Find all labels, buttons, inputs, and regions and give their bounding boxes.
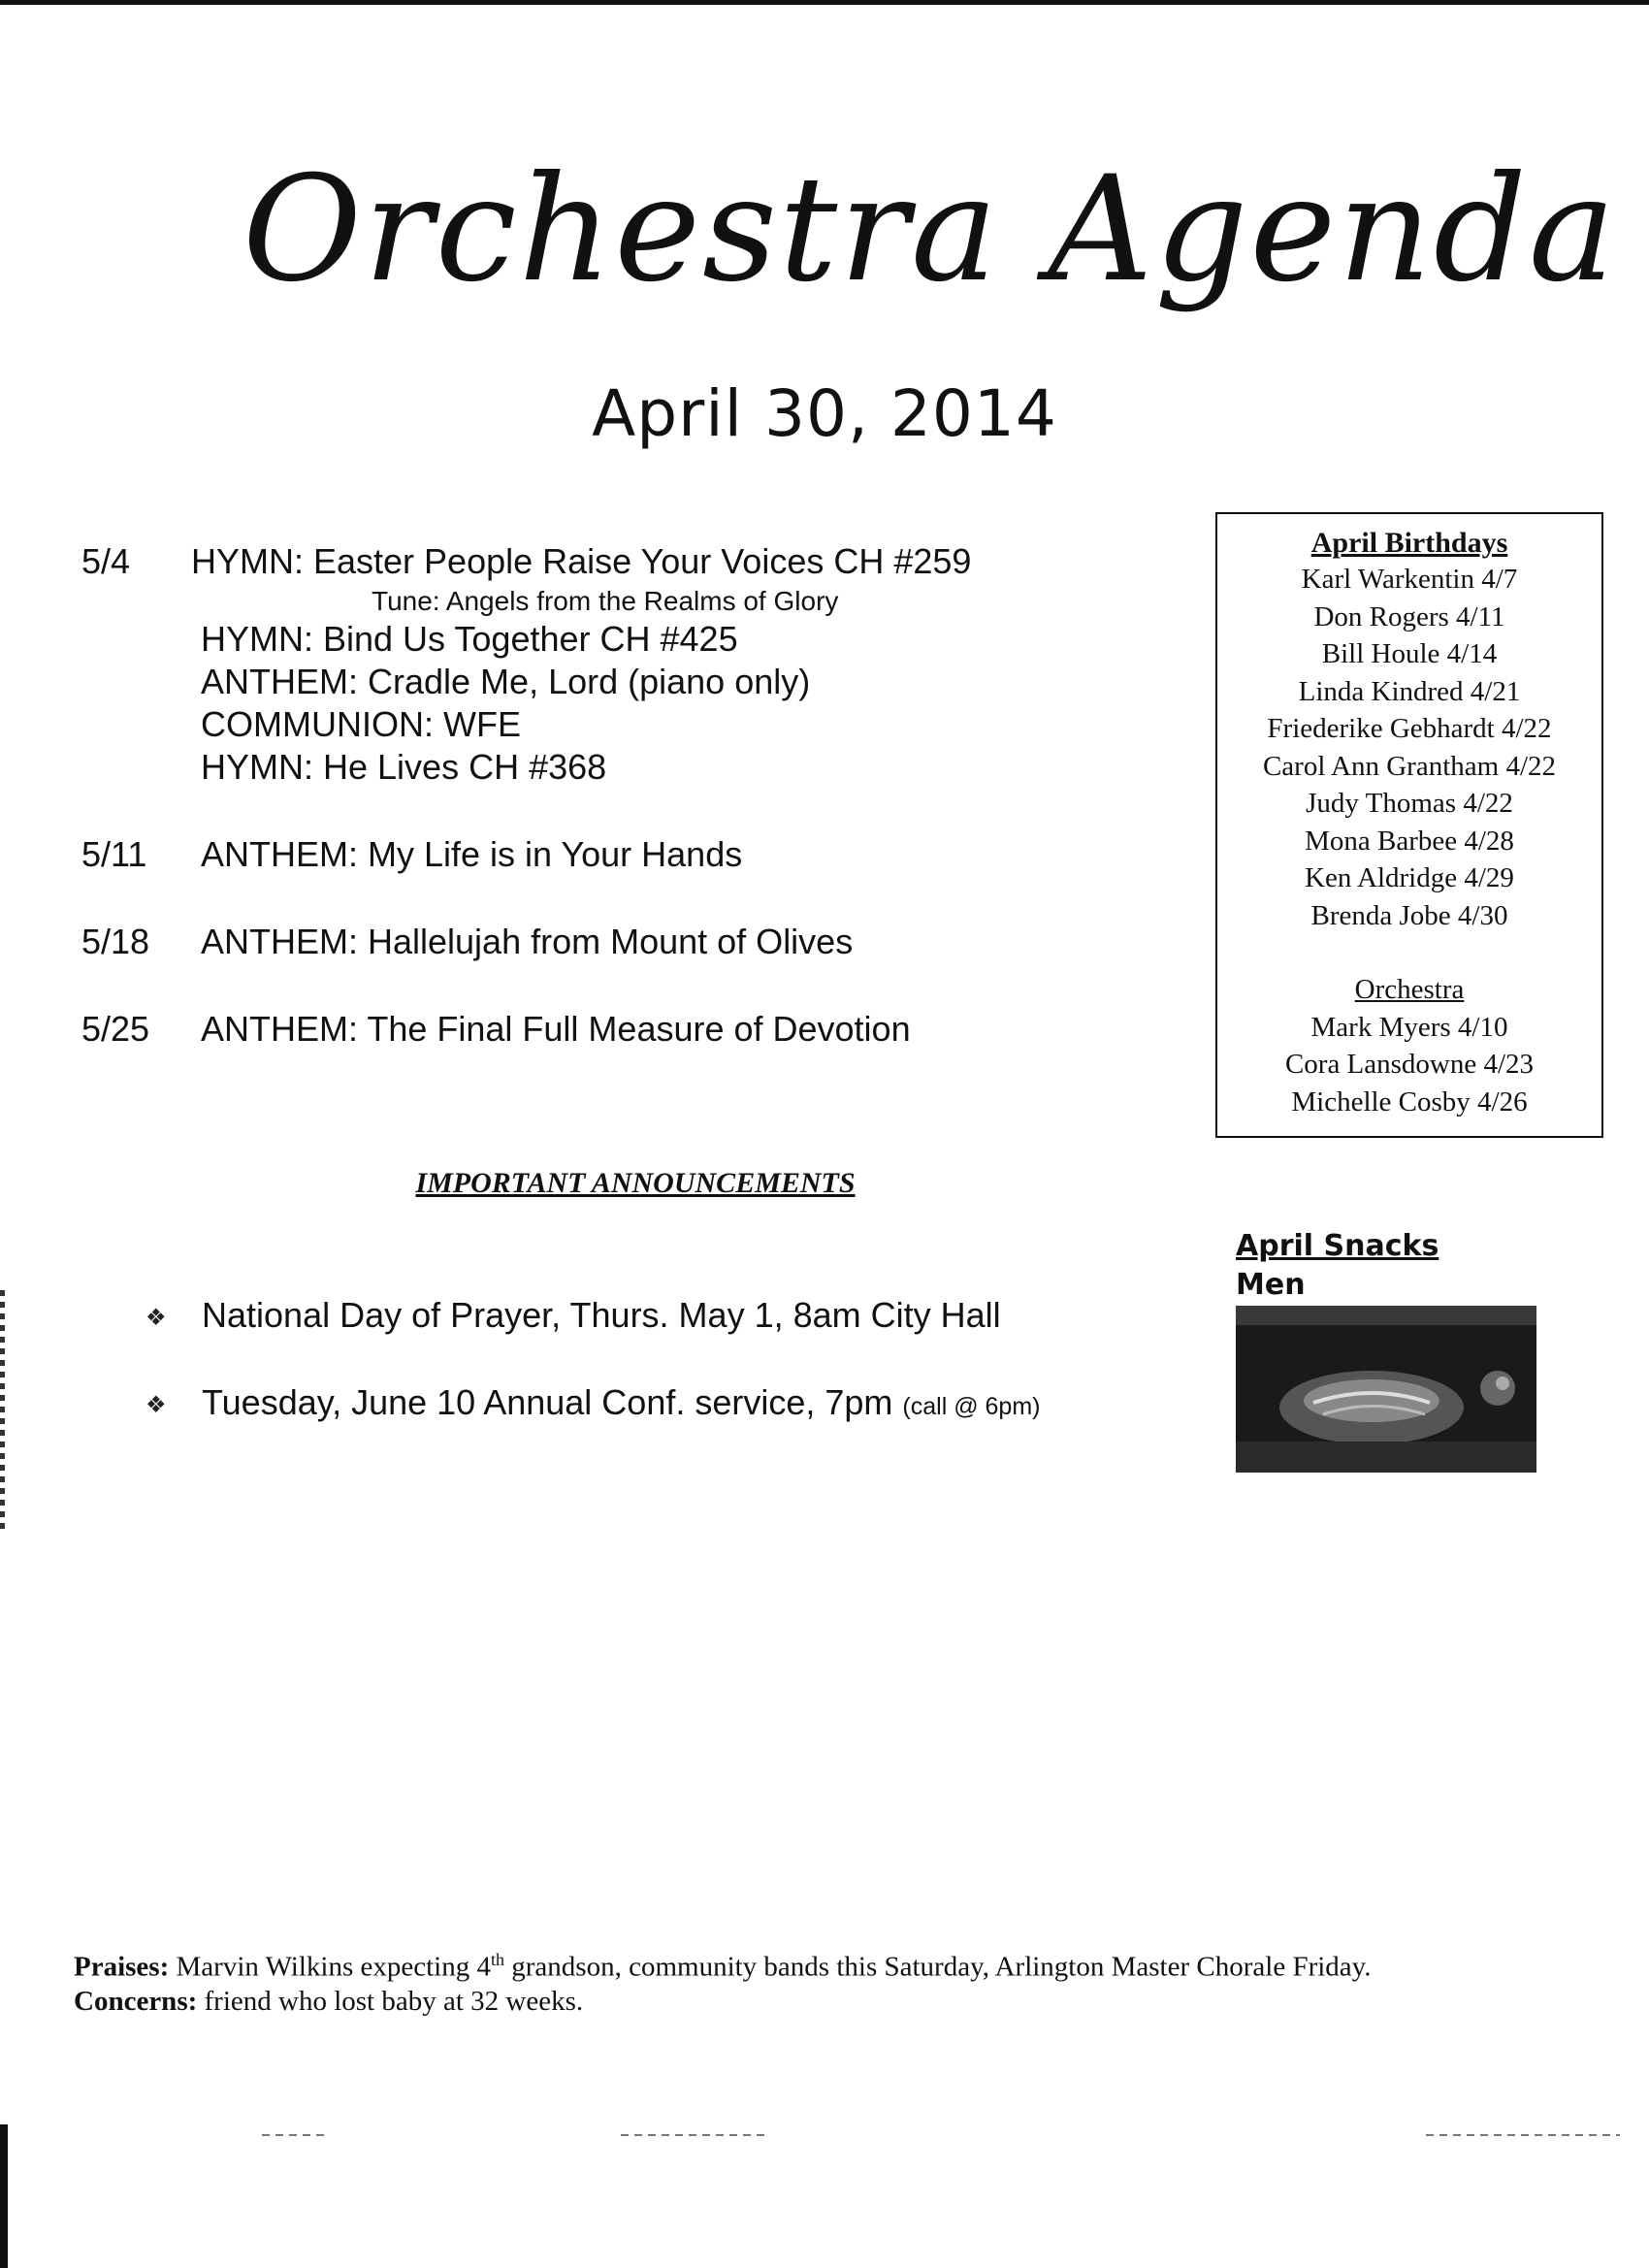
orchestra-birthday-entry: Mark Myers 4/10 — [1310, 1011, 1508, 1043]
birthday-entry: Bill Houle 4/14 — [1321, 638, 1498, 669]
announcement-item — [146, 1295, 1001, 1336]
schedule-tune-line: Tune: Angels from the Realms of Glory — [372, 586, 839, 616]
schedule-date: 5/18 — [81, 922, 150, 961]
schedule-line: HYMN: Easter People Raise Your Voices CH #259 — [191, 541, 972, 581]
schedule-line: ANTHEM: The Final Full Measure of Devotion — [201, 1009, 911, 1049]
concerns-text: friend who lost baby at 32 weeks. — [197, 1985, 584, 2017]
orchestra-birthday-entry: Michelle Cosby 4/26 — [1291, 1085, 1528, 1118]
praises-text-b: grandson, community bands this Saturday, Arlington Master Chorale Friday. — [504, 1951, 1372, 1983]
scan-edge-left-bottom — [0, 2124, 8, 2268]
birthdays-heading: April Birthdays — [1310, 527, 1508, 559]
birthday-entry: Judy Thomas 4/22 — [1306, 788, 1513, 819]
praises-sup: th — [491, 1950, 505, 1969]
orchestra-birthday-entry: Cora Lansdowne 4/23 — [1284, 1049, 1535, 1080]
scan-dash — [262, 2134, 330, 2136]
agenda-date: April 30, 2014 — [592, 376, 1057, 451]
praises-label: Praises: — [74, 1951, 170, 1983]
birthday-entry: Don Rogers 4/11 — [1313, 600, 1505, 632]
announcements-heading: IMPORTANT ANNOUNCEMENTS — [415, 1167, 856, 1199]
praises-concerns — [74, 1943, 1587, 2019]
schedule-line: ANTHEM: My Life is in Your Hands — [201, 834, 743, 874]
orchestra-birthdays-heading: Orchestra — [1354, 974, 1465, 1005]
scan-dash — [621, 2134, 766, 2136]
birthdays-box — [1215, 512, 1603, 1138]
schedule-line: ANTHEM: Cradle Me, Lord (piano only) — [201, 662, 811, 701]
concerns-label: Concerns: — [74, 1985, 198, 2017]
snacks-photo-graphic — [1236, 1306, 1536, 1473]
schedule-line: HYMN: He Lives CH #368 — [201, 747, 607, 787]
concerns-line — [74, 1985, 1587, 2019]
schedule-date: 5/11 — [81, 834, 147, 874]
schedule-line: COMMUNION: WFE — [201, 704, 521, 744]
birthday-entry: Karl Warkentin 4/7 — [1301, 564, 1518, 595]
scan-edge-left — [0, 1290, 5, 1533]
announcement-item — [146, 1382, 1041, 1423]
birthday-entry: Brenda Jobe 4/30 — [1310, 899, 1508, 931]
scan-dash — [1426, 2134, 1620, 2136]
snacks-photo — [1236, 1306, 1536, 1473]
diamond-bullet-icon: ❖ — [146, 1391, 167, 1418]
praises-text-a: Marvin Wilkins expecting 4 — [169, 1951, 491, 1983]
schedule-line: HYMN: Bind Us Together CH #425 — [201, 619, 738, 659]
schedule-date: 5/25 — [81, 1009, 150, 1049]
birthday-entry: Linda Kindred 4/21 — [1298, 675, 1521, 707]
schedule-line: ANTHEM: Hallelujah from Mount of Olives — [201, 922, 854, 961]
birthday-entry: Ken Aldridge 4/29 — [1305, 862, 1514, 893]
snacks-group: Men — [1236, 1268, 1306, 1302]
announcement-aside: (call @ 6pm) — [902, 1393, 1041, 1420]
scan-edge-top — [0, 0, 1649, 5]
page-title: Orchestra Agenda — [242, 146, 1618, 314]
diamond-bullet-icon: ❖ — [146, 1304, 167, 1331]
snacks-heading: April Snacks — [1236, 1229, 1439, 1263]
birthday-entry: Mona Barbee 4/28 — [1305, 825, 1514, 857]
birthday-entry: Carol Ann Grantham 4/22 — [1262, 750, 1557, 782]
snacks-block — [1236, 1227, 1439, 1305]
schedule-date: 5/4 — [81, 541, 131, 581]
birthday-entry: Friederike Gebhardt 4/22 — [1267, 713, 1552, 744]
praises-line — [74, 1943, 1587, 1985]
announcement-text: Tuesday, June 10 Annual Conf. service, 7pm — [202, 1382, 903, 1422]
announcement-text: National Day of Prayer, Thurs. May 1, 8am City Hall — [202, 1295, 1001, 1335]
